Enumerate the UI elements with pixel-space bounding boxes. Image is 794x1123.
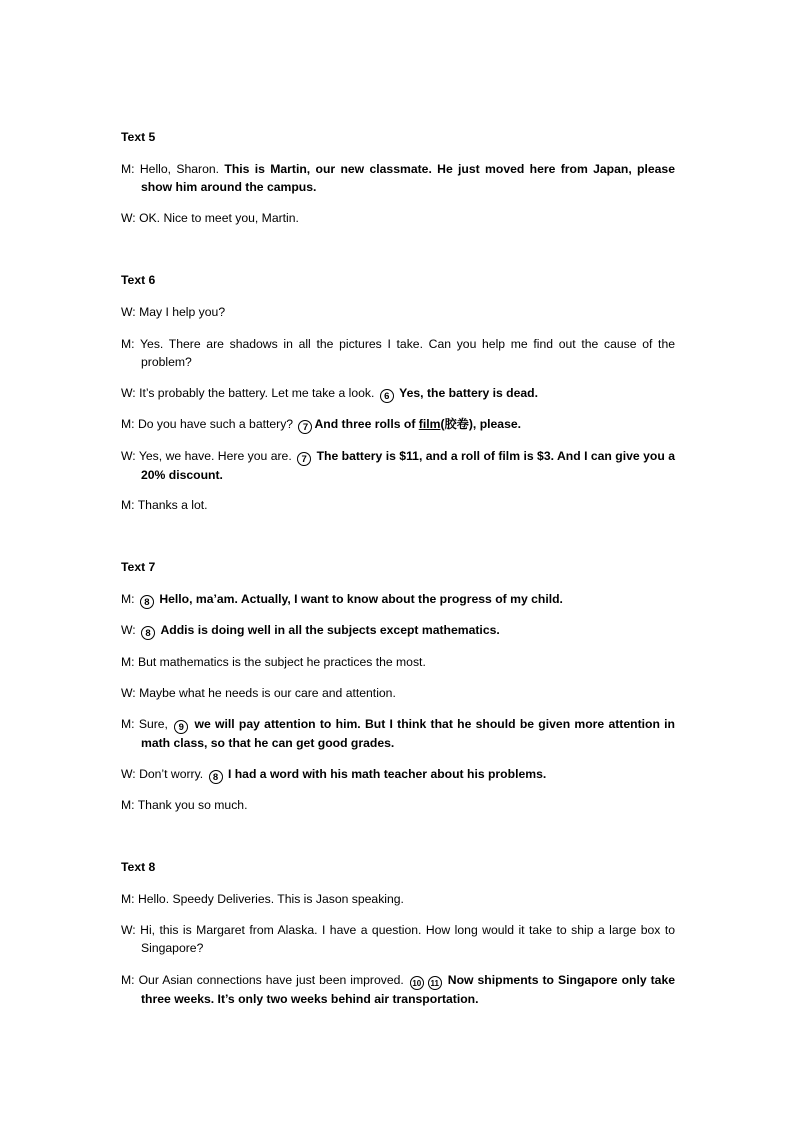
section-heading: Text 8 [121, 860, 156, 874]
speaker: M: [121, 798, 135, 812]
speaker: M: [121, 892, 135, 906]
dialogue-line [121, 765, 675, 784]
speaker: W: [121, 686, 136, 700]
section-heading: Text 5 [121, 130, 156, 144]
speaker: W: [121, 623, 136, 637]
dialogue-line [121, 715, 675, 752]
bold-text: Hello, ma’am. Actually, I want to know about the progress of my child. [159, 592, 563, 606]
circled-number-marker: 8 [141, 626, 155, 640]
speaker: W: [121, 386, 136, 400]
bold-text: And three rolls of [314, 417, 419, 431]
plain-text: Thanks a lot. [137, 498, 208, 512]
dialogue-line [121, 384, 675, 403]
dialogue-line [121, 496, 675, 514]
plain-text: Don’t worry. [139, 767, 204, 781]
bold-text: Yes, the battery is dead. [399, 386, 539, 400]
dialogue-line [121, 415, 675, 434]
section-heading: Text 7 [121, 560, 156, 574]
dialogue-line [121, 160, 675, 196]
bold-text: (胶卷), please. [440, 417, 522, 431]
speaker: M: [121, 337, 135, 351]
bold-text: I had a word with his math teacher about his problems. [227, 767, 547, 781]
circled-number-marker: 7 [298, 420, 312, 434]
circled-number-marker: 7 [297, 452, 311, 466]
speaker: W: [121, 305, 136, 319]
plain-text: It’s probably the battery. Let me take a look. [139, 386, 375, 400]
bold-text: The battery is $11, and a roll of film is $3. And I can give you a 20% discount. [141, 449, 675, 482]
plain-text: Hello, Sharon. [139, 162, 220, 176]
plain-text: But mathematics is the subject he practices the most. [137, 655, 426, 669]
circled-number-marker: 6 [380, 389, 394, 403]
circled-number-marker: 8 [140, 595, 154, 609]
speaker: W: [121, 767, 136, 781]
speaker: M: [121, 655, 135, 669]
dialogue-line [121, 971, 675, 1008]
plain-text: Hi, this is Margaret from Alaska. I have a question. How long would it take to ship a large box to Singapore? [140, 923, 675, 955]
bold-text: This is Martin, our new classmate. He just moved here from Japan, please show him around the campus. [141, 162, 675, 194]
speaker: M: [121, 417, 135, 431]
dialogue-line [121, 653, 675, 671]
plain-text: OK. Nice to meet you, Martin. [139, 211, 299, 225]
plain-text: Thank you so much. [137, 798, 248, 812]
dialogue-line [121, 684, 675, 702]
speaker: M: [121, 973, 135, 987]
speaker: W: [121, 211, 136, 225]
speaker: M: [121, 592, 135, 606]
plain-text: Yes. There are shadows in all the pictures I take. Can you help me find out the cause of the problem? [140, 337, 676, 369]
bold-text: Now shipments to Singapore only take three weeks. It’s only two weeks behind air transportation. [141, 973, 676, 1006]
circled-number-marker: 9 [174, 720, 188, 734]
bold-text: Addis is doing well in all the subjects except mathematics. [160, 623, 500, 637]
dialogue-line [121, 447, 675, 484]
plain-text: Do you have such a battery? [137, 417, 294, 431]
dialogue-line [121, 796, 675, 814]
speaker: M: [121, 162, 135, 176]
plain-text: Yes, we have. Here you are. [138, 449, 292, 463]
plain-text: Sure, [138, 717, 168, 731]
circled-number-marker: 11 [428, 976, 442, 990]
circled-number-marker: 10 [410, 976, 424, 990]
plain-text: Maybe what he needs is our care and attention. [139, 686, 396, 700]
dialogue-line [121, 335, 675, 371]
dialogue-line [121, 621, 675, 640]
dialogue-line [121, 590, 675, 609]
plain-text: Our Asian connections have just been improved. [138, 973, 404, 987]
dialogue-line [121, 921, 675, 957]
speaker: W: [121, 449, 136, 463]
underlined-word: film [418, 417, 441, 431]
dialogue-line [121, 890, 675, 908]
circled-number-marker: 8 [209, 770, 223, 784]
section-heading: Text 6 [121, 273, 156, 287]
plain-text: Hello. Speedy Deliveries. This is Jason speaking. [137, 892, 404, 906]
speaker: M: [121, 498, 135, 512]
dialogue-line [121, 209, 675, 227]
speaker: W: [121, 923, 136, 937]
bold-text: we will pay attention to him. But I think that he should be given more attention in math class, so that he can get good grades. [141, 717, 676, 750]
plain-text: May I help you? [139, 305, 226, 319]
dialogue-line [121, 303, 675, 321]
speaker: M: [121, 717, 135, 731]
